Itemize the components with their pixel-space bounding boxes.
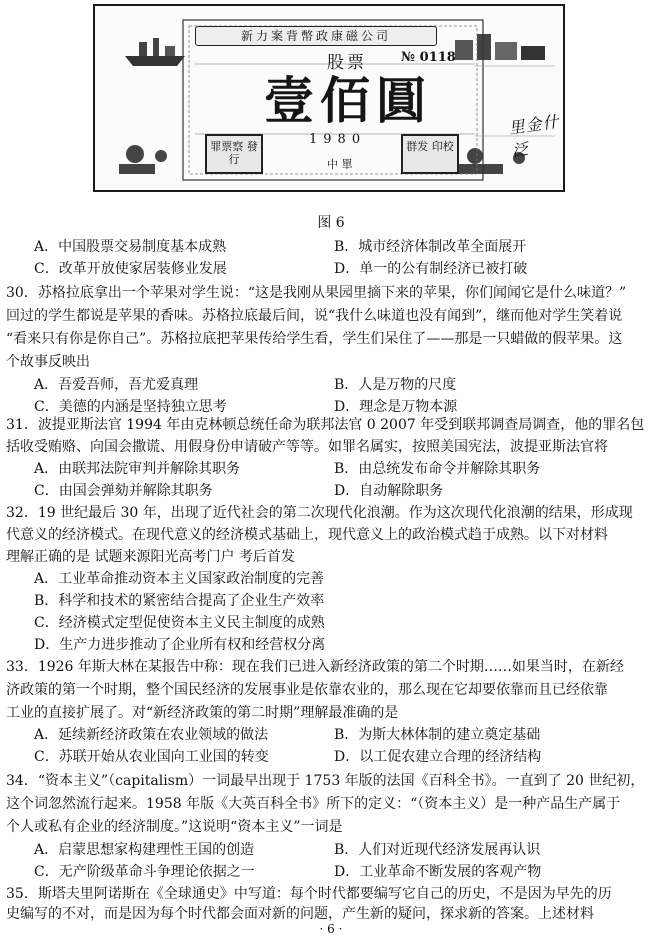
q35-stem-line-1: 35．斯塔夫里阿诺斯在《全球通史》中写道：每个时代都要编写它自己的历史，不是因为早先的历	[6, 886, 612, 902]
q33-option-d: D．以工促农建立合理的经济结构	[334, 749, 542, 765]
q31-option-a: A．由联邦法院审判并解除其职务	[34, 461, 241, 477]
q34-option-c: C．无产阶级革命斗争理论依据之一	[34, 864, 255, 880]
certificate-stock-label: 股票	[327, 53, 367, 73]
certificate-seal-left: 罪票察 發行	[205, 134, 263, 174]
ship-icon	[125, 38, 185, 66]
q33-stem-line-2: 济政策的第一个时期，整个国民经济的发展事业是依靠农业的，那么现在它却要依靠而且已经依靠	[6, 682, 608, 698]
q32-option-c: C．经济模式定型促使资本主义民主制度的成熟	[34, 615, 325, 631]
q32-stem-line-1: 32．19 世纪最后 30 年，出现了近代社会的第二次现代化浪潮。作为这次现代化浪潮的结果，形成现	[6, 505, 633, 521]
q32-stem-line-3: 理解正确的是 试题来源阳光高考门户 考后首发	[6, 549, 295, 565]
q30-stem-line-2: 回过的学生都说是苹果的香味。苏格拉底最后间，说“我什么味道也没有闻到”，继而他对学生笑着说	[6, 308, 623, 324]
q32-option-b: B．科学和技术的紧密结合提高了企业生产效率	[34, 593, 325, 609]
q33-option-b: B．为斯大林体制的建立奠定基础	[334, 727, 541, 743]
q32-option-a: A．工业革命推动资本主义国家政治制度的完善	[34, 571, 325, 587]
q30-option-c: C．美德的内涵是坚持独立思考	[34, 399, 227, 415]
q29-option-b: B．城市经济体制改革全面展开	[334, 239, 527, 255]
certificate-center-mark: 中 單	[327, 158, 353, 171]
q30-option-b: B．人是万物的尺度	[334, 377, 457, 393]
q30-option-a: A．吾爱吾师，吾尤爱真理	[34, 377, 199, 393]
q34-option-a: A．启蒙思想家构建理性王国的创造	[34, 842, 255, 858]
page-number: · 6 ·	[319, 922, 343, 936]
q32-option-d: D．生产力进步推动了企业所有权和经营权分离	[34, 637, 326, 653]
q30-stem-line-1: 30．苏格拉底拿出一个苹果对学生说：“这是我刚从果园里摘下来的苹果，你们闻闻它是什么味道？”	[6, 285, 627, 301]
q34-stem-line-2: 这个词忽然流行起来。1958 年版《大英百科全书》所下的定义：“（资本主义）是一种产品生产属于	[6, 796, 621, 812]
q31-stem-line-1: 31．波提亚斯法官 1994 年由克林顿总统任命为联邦法官 0 2007 年受到联邦调查局调查，他的罪名包	[6, 417, 645, 433]
q30-stem-line-4: 个故事反映出	[6, 354, 90, 370]
q31-option-c: C．由国会弹劾并解除其职务	[34, 483, 213, 499]
q31-option-b: B．由总统发布命令并解除其职务	[334, 461, 541, 477]
q30-option-d: D．理念是万物本源	[334, 399, 458, 415]
q34-option-d: D．工业革命不断发展的客观产物	[334, 864, 542, 880]
q29-option-d: D．单一的公有制经济已被打破	[334, 261, 528, 277]
certificate-year: 1980	[309, 132, 367, 147]
certificate-company-name: 新力案背幣政康磁公司	[195, 26, 437, 46]
stock-certificate-image	[93, 4, 565, 192]
q33-option-c: C．苏联开始从农业国向工业国的转变	[34, 749, 269, 765]
q29-option-c: C．改革开放使家居装修业发展	[34, 261, 227, 277]
certificate-denomination: 壹佰圓	[264, 71, 432, 130]
factory-icon	[455, 34, 545, 60]
q33-stem-line-1: 33．1926 年斯大林在某报告中称：现在我们已进入新经济政策的第二个时期……如果当时，在新经	[6, 659, 624, 675]
q33-stem-line-3: 工业的直接扩展了。对“新经济政策的第二时期”理解最准确的是	[6, 705, 399, 721]
q32-stem-line-2: 代意义的经济模式。在现代意义的经济模式基础上，现代意义上的政治模式趋于成熟。以下对材料	[6, 527, 608, 543]
certificate-seal-right: 群发 印校	[401, 134, 459, 174]
q31-stem-line-2: 括收受贿赂、向国会撒谎、用假身份申请破产等等。如罪名属实，按照美国宪法，波提亚斯法官将	[6, 439, 608, 455]
q29-option-a: A．中国股票交易制度基本成熟	[34, 239, 227, 255]
figure-caption: 图 6	[317, 215, 345, 231]
q34-stem-line-1: 34．“资本主义”（capitalism）一词最早出现于 1753 年版的法国《百科全书》。一直到了 20 世纪初，	[6, 773, 645, 789]
q30-stem-line-3: “看来只有你是你自己”。苏格拉底把苹果传给学生看，学生们呆住了——那是一只蜡做的假苹果。这	[6, 331, 623, 347]
q34-option-b: B．人们对近现代经济发展再认识	[334, 842, 541, 858]
q34-stem-line-3: 个人或私有企业的经济制度。”这说明“资本主义”一词是	[6, 819, 343, 835]
decorative-figures-left	[119, 145, 167, 174]
certificate-handwriting: 里金什泛	[507, 111, 561, 161]
certificate-serial-number: № 0118	[401, 50, 456, 65]
q33-option-a: A．延续新经济政策在农业领域的做法	[34, 727, 269, 743]
q31-option-d: D．自动解除职务	[334, 483, 444, 499]
q35-stem-line-2: 史编写的不对，而是因为每个时代都会面对新的问题，产生新的疑问，探求新的答案。上述材料	[6, 906, 594, 922]
